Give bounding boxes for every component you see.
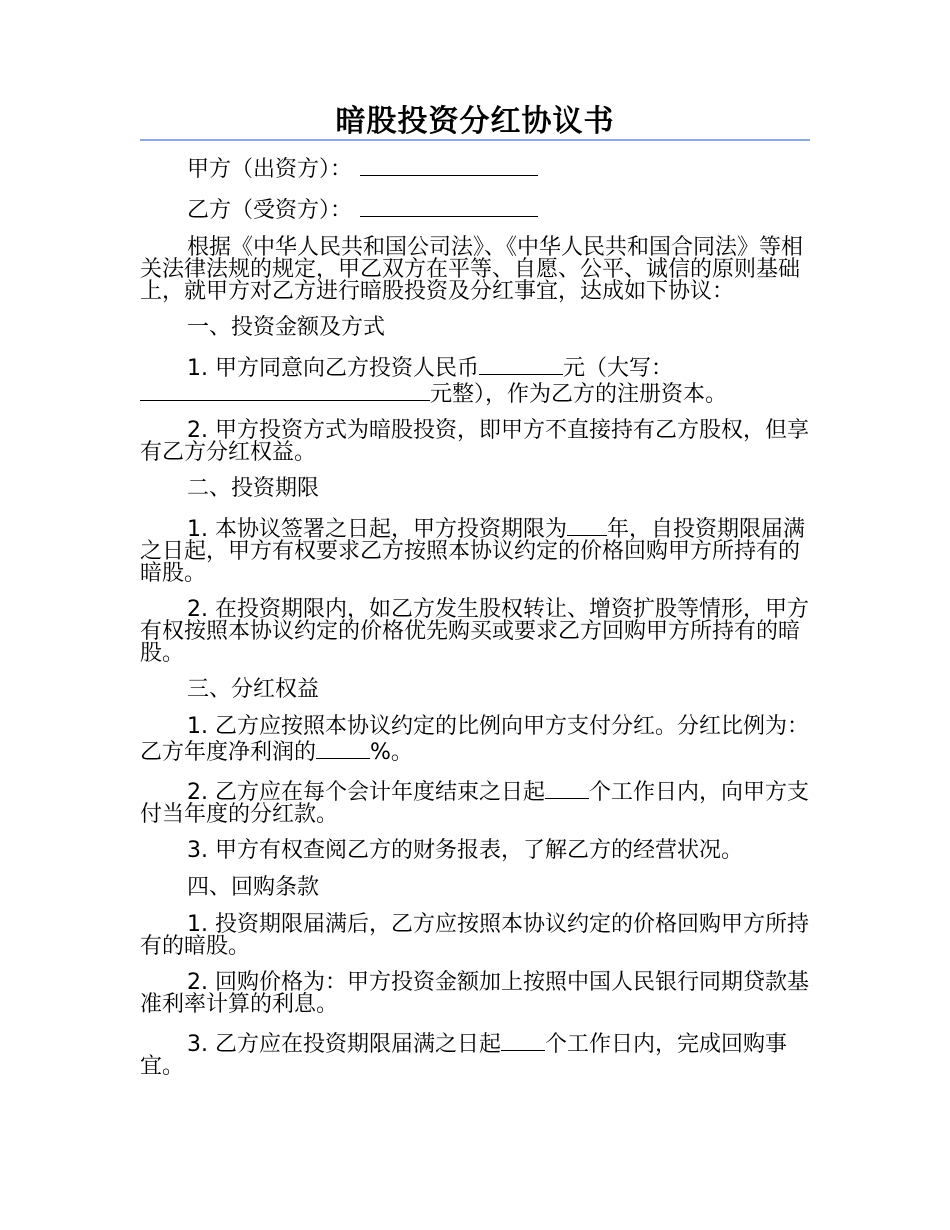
document-title: 暗股投资分红协议书 [335, 104, 615, 139]
section4-item2: 2. 回购价格为：甲方投资金额加上按照中国人民银行同期贷款基准利率计算的利息。 [140, 970, 809, 1017]
section3-heading: 三、分红权益 [187, 677, 320, 702]
section1-heading: 一、投资金额及方式 [187, 315, 386, 340]
party-b-line [140, 196, 810, 222]
section3-item1-text-a: 1. 乙方应按照本协议约定的比例向甲方支付分红。分红比例为：乙方年度净利润的 [140, 714, 809, 765]
party-a-blank [360, 155, 538, 176]
section2-item1 [140, 515, 810, 585]
section3-item2-text-b: 个工作日内，向甲方支付当年度的分红款。 [140, 780, 810, 827]
section3-item1 [140, 716, 810, 764]
section3-item2 [140, 778, 810, 826]
title-underline [140, 139, 810, 141]
buyback-days-blank [501, 1030, 545, 1051]
party-b-blank [360, 196, 538, 217]
dividend-days-blank [545, 778, 589, 799]
section2-item1-text-a: 1. 本协议签署之日起，甲方投资期限为 [187, 517, 567, 542]
party-b-label: 乙方（受资方）： [187, 198, 353, 223]
dividend-ratio-blank [316, 738, 370, 759]
section2-heading: 二、投资期限 [187, 476, 320, 501]
section1-item1-text-b: 元（大写： [562, 356, 673, 381]
section4-item3-text-b: 个工作日内，完成回购事宜。 [140, 1032, 787, 1079]
amount-blank [479, 354, 563, 375]
section1-item1-text-c: 元整），作为乙方的注册资本。 [430, 382, 728, 407]
section4-item3-text-a: 3. 乙方应在投资期限届满之日起 [187, 1032, 501, 1057]
section1-item1-text-a: 1. 甲方同意向乙方投资人民币 [187, 356, 479, 381]
section2-item2: 2. 在投资期限内，如乙方发生股权转让、增资扩股等情形，甲方有权按照本协议约定的价格优先购买或要求乙方回购甲方所持有的暗股。 [140, 597, 809, 666]
section3-item2-text-a: 2. 乙方应在每个会计年度结束之日起 [187, 780, 545, 805]
section3-item3: 3. 甲方有权查阅乙方的财务报表，了解乙方的经营状况。 [187, 838, 743, 863]
section4-heading: 四、回购条款 [187, 875, 320, 900]
amount-capital-blank [140, 380, 430, 401]
section1-item2: 2. 甲方投资方式为暗股投资，即甲方不直接持有乙方股权，但享有乙方分红权益。 [140, 418, 809, 465]
years-blank [567, 515, 607, 536]
party-a-line [140, 155, 810, 181]
section4-item1: 1. 投资期限届满后，乙方应按照本协议约定的价格回购甲方所持有的暗股。 [140, 912, 809, 959]
party-a-label: 甲方（出资方）： [187, 157, 353, 182]
section2-item1-text-b: 年，自投资期限届满之日起，甲方有权要求乙方按照本协议约定的价格回购甲方所持有的暗股。 [140, 517, 806, 586]
document-body [140, 155, 810, 1092]
section1-item1 [140, 354, 810, 406]
section3-item1-text-b: %。 [370, 740, 413, 765]
preamble-paragraph: 根据《中华人民共和国公司法》、《中华人民共和国合同法》等相关法律法规的规定，甲乙双方在平等、自愿、公平、诚信的原则基础上，就甲方对乙方进行暗股投资及分红事宜，达成如下协议： [140, 235, 804, 304]
section4-item3 [140, 1030, 810, 1078]
